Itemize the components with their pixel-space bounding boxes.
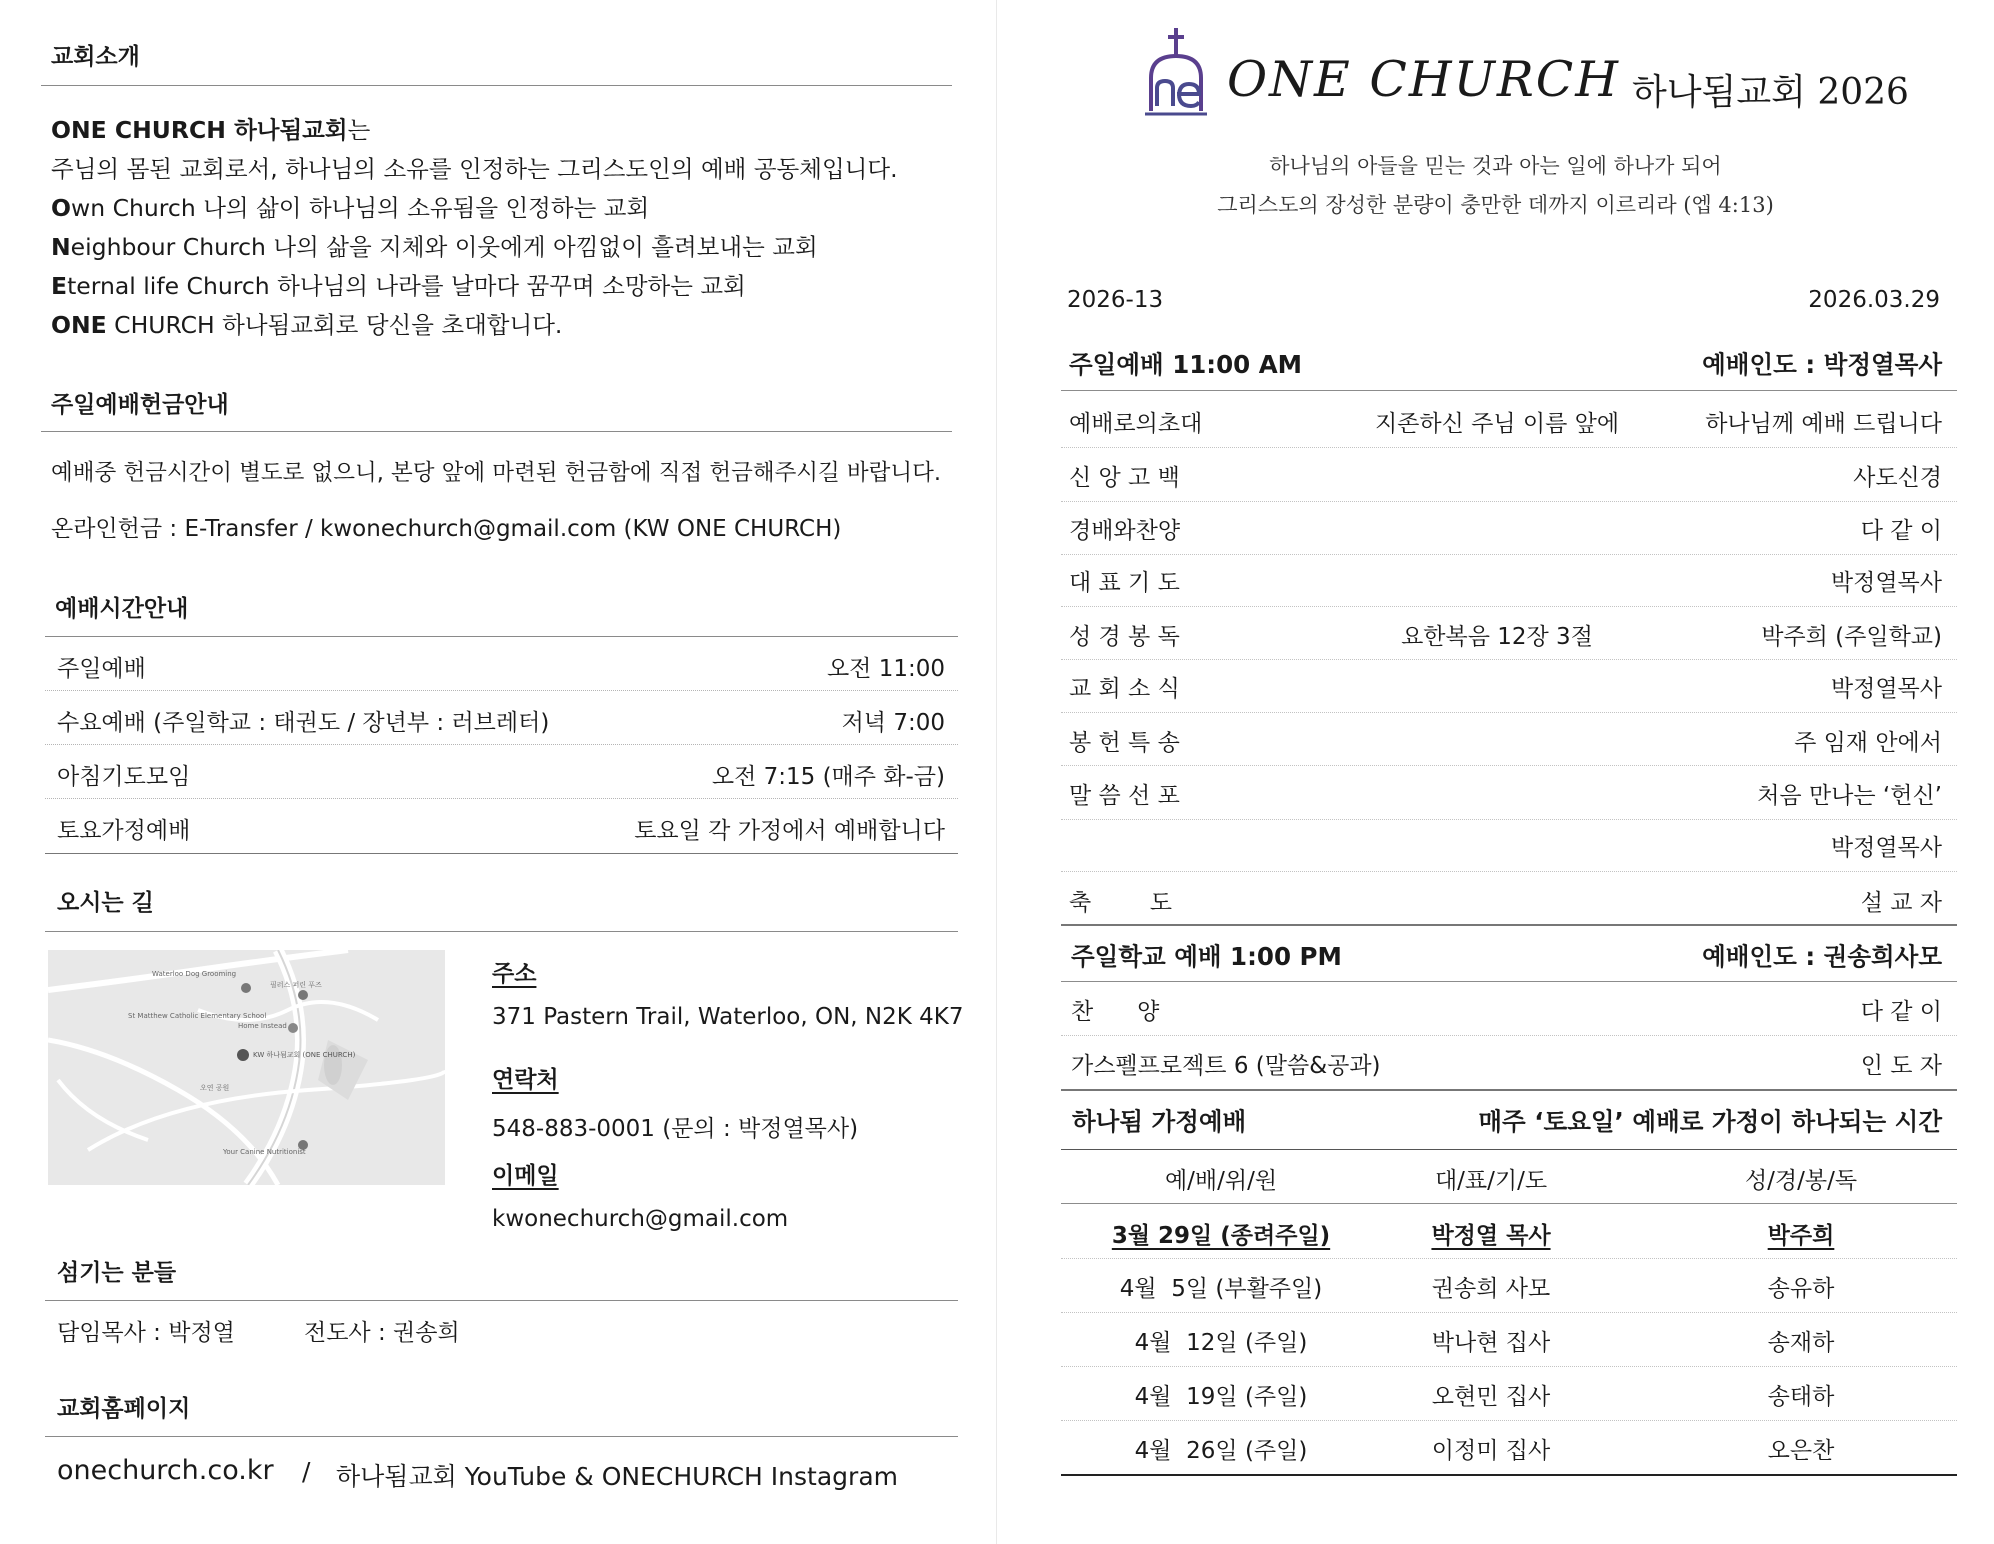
map-label: Waterloo Dog Grooming (152, 970, 237, 978)
right-page (997, 0, 1994, 1544)
online-offering: 온라인헌금 : E-Transfer / kwonechurch@gmail.com (KW ONE CHURCH) (51, 516, 842, 542)
order-leader: 인 도 자 (1860, 1053, 1942, 1079)
divider (41, 85, 952, 86)
logo-wordmark: ONE CHURCH (1227, 51, 1621, 108)
order-name: 성 경 봉 독 (1069, 624, 1180, 650)
verse-line-2: 그리스도의 장성한 분량이 충만한 데까지 이르리라 (엡 4:13) (1217, 193, 1774, 217)
row-divider (45, 744, 958, 745)
address: 371 Pastern Trail, Waterloo, ON, N2K 4K7 (492, 1004, 964, 1030)
order-name: 찬 양 (1071, 999, 1160, 1025)
address-label: 주소 (492, 961, 537, 987)
order-leader: 다 같 이 (1860, 999, 1942, 1025)
evangelist: 전도사 : 권송희 (304, 1320, 460, 1346)
schedule-name: 주일예배 (57, 656, 146, 682)
schedule-name: 아침기도모임 (57, 764, 191, 790)
church-name: ONE CHURCH 하나됨교회 (51, 116, 348, 144)
table-cell-date: 4월 19일 (주일) (1134, 1384, 1308, 1410)
table-cell-date: 4월 26일 (주일) (1134, 1438, 1308, 1464)
order-leader: 박주희 (주일학교) (1761, 624, 1942, 650)
divider (1061, 1474, 1957, 1476)
intro-line-2: 주님의 몸된 교회로서, 하나님의 소유를 인정하는 그리스도인의 예배 공동체입니다. (51, 155, 898, 183)
table-cell-prayer: 박정열 목사 (1431, 1223, 1551, 1249)
row-divider (1061, 765, 1957, 766)
table-cell-reading: 송태하 (1767, 1384, 1835, 1410)
order-name: 축 도 (1069, 890, 1172, 916)
homepage-title: 교회홈페이지 (57, 1396, 191, 1422)
table-cell-reading: 송재하 (1767, 1330, 1835, 1356)
issue-number: 2026-13 (1067, 287, 1164, 313)
table-cell-reading: 박주희 (1767, 1223, 1835, 1249)
order-detail: 요한복음 12장 3절 (1401, 624, 1593, 650)
table-cell-reading: 송유하 (1767, 1276, 1835, 1302)
divider (1061, 924, 1957, 926)
row-divider (1061, 1312, 1957, 1313)
intro-line-3 (51, 189, 649, 223)
email-label: 이메일 (492, 1163, 559, 1189)
contact-label: 연락처 (492, 1067, 559, 1093)
map-label: 필러스 퍼린 푸즈 (270, 981, 322, 989)
preacher: 박정열목사 (1830, 835, 1942, 861)
order-leader: 사도신경 (1853, 465, 1942, 491)
order-leader: 하나님께 예배 드립니다 (1705, 411, 1942, 437)
order-leader: 다 같 이 (1860, 518, 1942, 544)
contact-phone: 548-883-0001 (문의 : 박정열목사) (492, 1116, 859, 1142)
sermon-title: 처음 만나는 ‘헌신’ (1757, 783, 1942, 809)
schedule-name: 토요가정예배 (57, 818, 191, 844)
divider (45, 1300, 958, 1301)
schedule-time: 오전 7:15 (매주 화-금) (711, 764, 945, 790)
order-leader: 주 임재 안에서 (1794, 730, 1942, 756)
schedule-time: 저녁 7:00 (841, 710, 945, 736)
table-cell-prayer: 권송희 사모 (1431, 1276, 1551, 1302)
order-name: 신 앙 고 백 (1069, 465, 1180, 491)
social-links[interactable]: 하나됨교회 YouTube & ONECHURCH Instagram (336, 1462, 898, 1491)
column-header: 예/배/위/원 (1164, 1168, 1278, 1194)
staff-title: 섬기는 분들 (57, 1260, 177, 1286)
offering-note: 예배중 헌금시간이 별도로 없으니, 본당 앞에 마련된 헌금함에 직접 헌금해주시길 바랍니다. (51, 460, 942, 486)
divider (45, 1436, 958, 1437)
separator: / (302, 1457, 311, 1486)
homepage-link[interactable]: onechurch.co.kr (57, 1455, 274, 1486)
school-service-title: 주일학교 예배 1:00 PM (1071, 942, 1342, 971)
map-label: 오연 공원 (200, 1084, 230, 1092)
row-divider (1061, 1420, 1957, 1421)
intro-line-5-rest: ternal life Church 하나님의 나라를 날마다 꿈꾸며 소망하는 교회 (67, 272, 746, 300)
order-name: 경배와찬양 (1069, 518, 1181, 544)
schedule-time: 토요일 각 가정에서 예배합니다 (634, 818, 945, 844)
map-label: Home Instead (238, 1022, 287, 1030)
school-service-leader: 예배인도 : 권송희사모 (1702, 942, 1942, 971)
acronym-letter: E (51, 272, 68, 300)
divider (1061, 981, 1957, 982)
row-divider (1061, 819, 1957, 820)
senior-pastor: 담임목사 : 박정열 (57, 1320, 235, 1346)
row-divider (1061, 1035, 1957, 1036)
intro-line-4 (51, 228, 818, 262)
map-label: KW 하나됨교회 (ONE CHURCH) (253, 1051, 356, 1059)
row-divider (45, 798, 958, 799)
map-label: Your Canine Nutritionist (223, 1148, 306, 1156)
order-name: 예배로의초대 (1069, 411, 1203, 437)
divider (45, 931, 958, 932)
row-divider (1061, 606, 1957, 607)
row-divider (1061, 501, 1957, 502)
sunday-service-leader: 예배인도 : 박정열목사 (1702, 350, 1942, 379)
table-cell-date: 4월 5일 (부활주일) (1119, 1276, 1323, 1302)
table-cell-date: 3월 29일 (종려주일) (1111, 1223, 1331, 1249)
table-cell-prayer: 오현민 집사 (1431, 1384, 1551, 1410)
intro-line-6-rest: CHURCH 하나됨교회로 당신을 초대합니다. (106, 311, 563, 339)
divider (45, 636, 958, 637)
table-cell-prayer: 박나현 집사 (1431, 1330, 1551, 1356)
church-logo-icon (1143, 26, 1209, 118)
offering-title: 주일예배헌금안내 (51, 392, 229, 418)
intro-title: 교회소개 (51, 44, 140, 70)
order-name: 가스펠프로젝트 6 (말씀&공과) (1071, 1053, 1381, 1079)
row-divider (1061, 871, 1957, 872)
table-cell-date: 4월 12일 (주일) (1134, 1330, 1308, 1356)
map-label: St Matthew Catholic Elementary School (128, 1012, 267, 1020)
row-divider (1061, 1366, 1957, 1367)
column-header: 성/경/봉/독 (1744, 1168, 1858, 1194)
schedule-name: 수요예배 (주일학교 : 태권도 / 장년부 : 러브레터) (57, 710, 550, 736)
bulletin-date: 2026.03.29 (1808, 287, 1940, 313)
cross-dome-icon (1143, 26, 1209, 118)
divider (1061, 1203, 1957, 1204)
order-name: 대 표 기 도 (1069, 570, 1180, 596)
divider (45, 853, 958, 854)
acronym-letter: O (51, 194, 71, 222)
sunday-service-title: 주일예배 11:00 AM (1069, 350, 1303, 379)
intro-line-1 (51, 111, 370, 145)
order-leader: 박정열목사 (1830, 676, 1942, 702)
order-detail: 지존하신 주님 이름 앞에 (1374, 411, 1620, 437)
schedule-title: 예배시간안내 (55, 596, 189, 622)
row-divider (1061, 554, 1957, 555)
intro-line-5 (51, 267, 746, 301)
order-leader: 박정열목사 (1830, 570, 1942, 596)
family-service-subtitle: 매주 ‘토요일’ 예배로 가정이 하나되는 시간 (1478, 1107, 1942, 1136)
family-service-title: 하나됨 가정예배 (1072, 1107, 1247, 1136)
location-map[interactable] (48, 950, 445, 1185)
column-header: 대/표/기/도 (1434, 1168, 1548, 1194)
email-link[interactable]: kwonechurch@gmail.com (492, 1206, 789, 1232)
order-leader: 설 교 자 (1860, 890, 1942, 916)
row-divider (1061, 659, 1957, 660)
row-divider (1061, 712, 1957, 713)
directions-title: 오시는 길 (57, 890, 154, 916)
order-name: 봉 헌 특 송 (1069, 730, 1180, 756)
row-divider (1061, 1258, 1957, 1259)
intro-line-6 (51, 306, 562, 340)
schedule-time: 오전 11:00 (826, 656, 945, 682)
divider (41, 431, 952, 432)
table-cell-prayer: 이정미 집사 (1431, 1438, 1551, 1464)
divider (1061, 1089, 1957, 1091)
order-name: 교 회 소 식 (1069, 676, 1180, 702)
intro-line-3-rest: wn Church 나의 삶이 하나님의 소유됨을 인정하는 교회 (70, 194, 650, 222)
row-divider (45, 690, 958, 691)
table-cell-reading: 오은찬 (1767, 1438, 1835, 1464)
order-name: 말 씀 선 포 (1069, 783, 1180, 809)
acronym-letter: N (51, 233, 71, 261)
intro-line-4-rest: eighbour Church 나의 삶을 지체와 이웃에게 아낌없이 흘려보내는 교회 (70, 233, 818, 261)
divider (1061, 390, 1957, 391)
church-year-title: 하나됨교회 2026 (1632, 72, 1909, 113)
intro-line-1-rest: 는 (347, 116, 371, 144)
divider (1061, 1149, 1957, 1150)
verse-line-1: 하나님의 아들을 믿는 것과 아는 일에 하나가 되어 (1269, 154, 1722, 178)
acronym-word: ONE (51, 311, 107, 339)
row-divider (1061, 447, 1957, 448)
